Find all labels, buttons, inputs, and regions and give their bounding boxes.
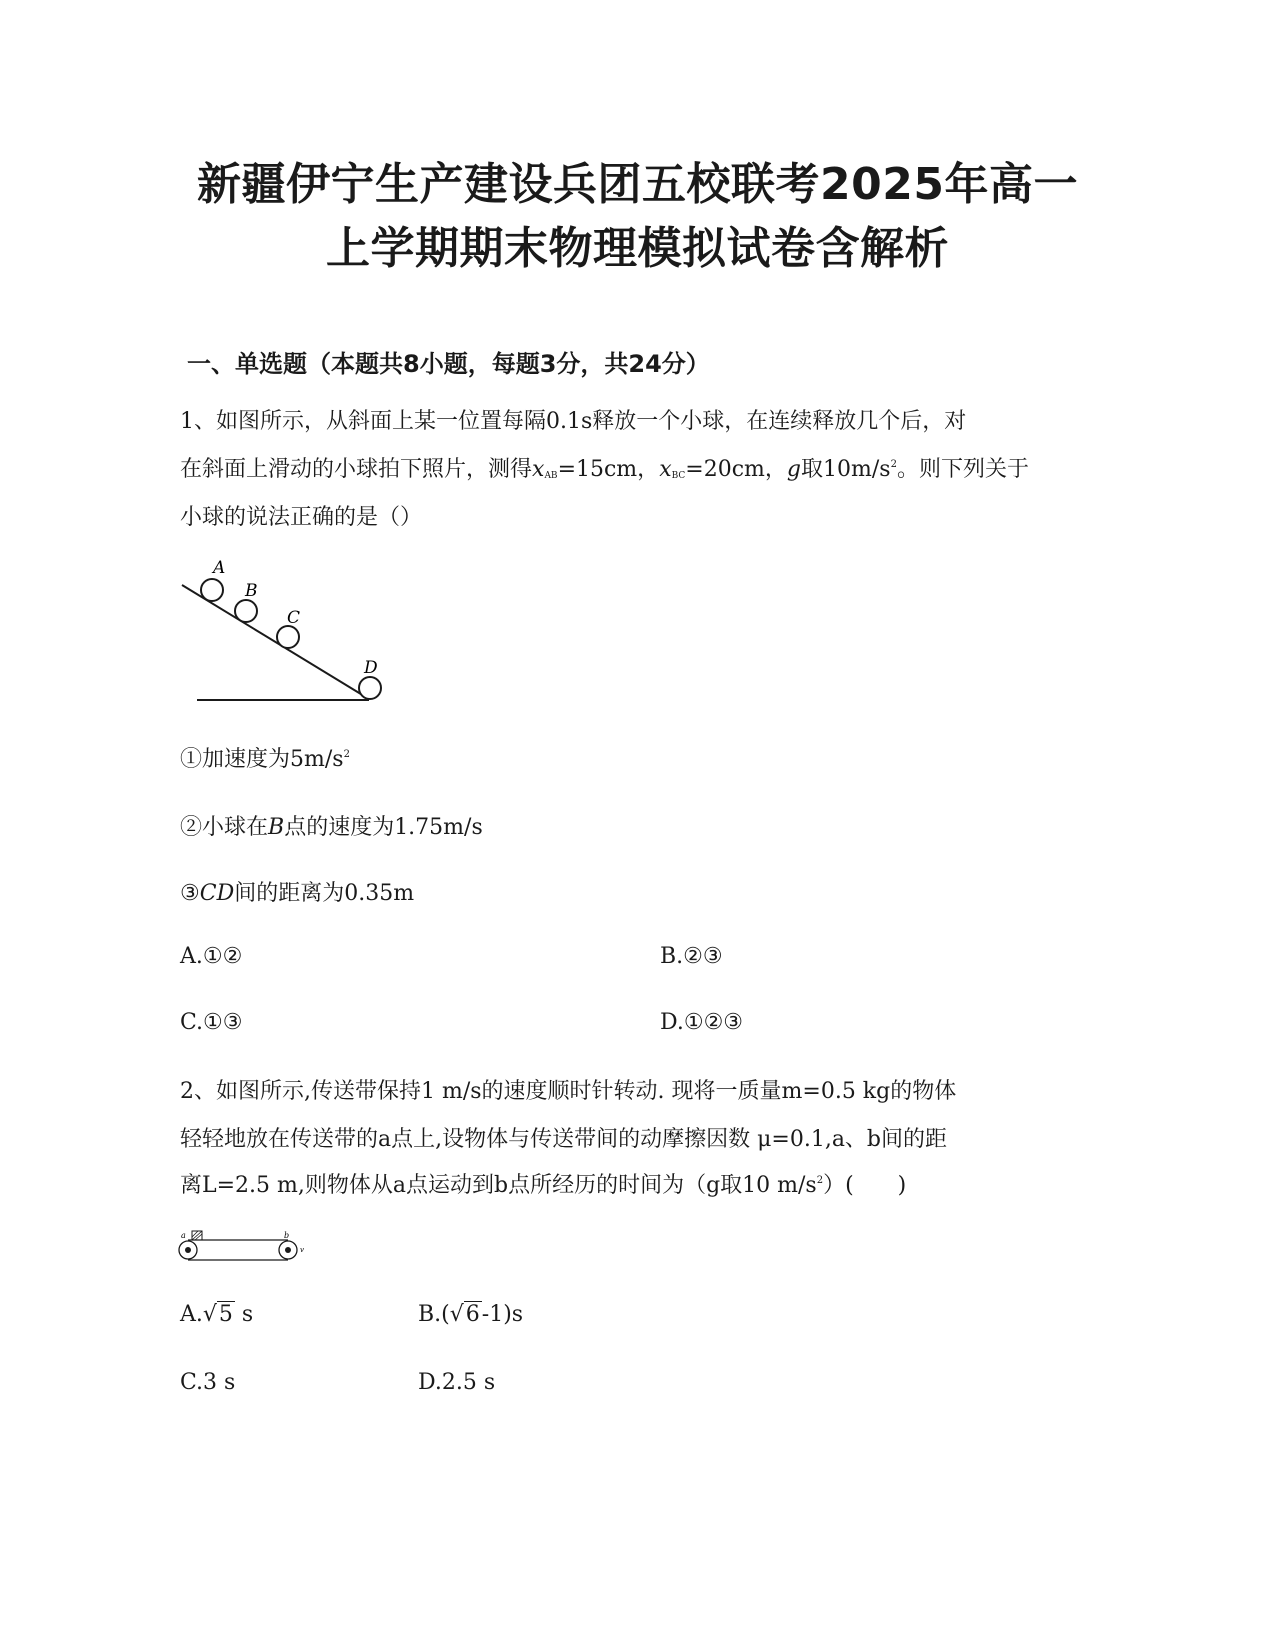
label-b-point: b bbox=[284, 1231, 290, 1240]
page-title-line-2: 上学期期末物理模拟试卷含解析 bbox=[326, 223, 949, 274]
label-a: A bbox=[213, 558, 226, 578]
q1-option-c: C.①③ bbox=[180, 1010, 243, 1035]
page-title-line-1: 新疆伊宁生产建设兵团五校联考2025年高一 bbox=[197, 159, 1078, 210]
q1-statement-2: ②小球在B点的速度为1.75m/s bbox=[180, 815, 483, 840]
sqrt-symbol: √5 bbox=[202, 1302, 233, 1327]
conveyor-figure bbox=[176, 1226, 316, 1266]
q1-option-a: A.①② bbox=[180, 944, 243, 969]
q1-statement-1: ①加速度为$5m/s^2$ bbox=[180, 747, 350, 772]
label-v: v bbox=[300, 1246, 304, 1254]
ball-a bbox=[201, 579, 223, 601]
label-a-point: a bbox=[181, 1231, 186, 1240]
q2-option-c: C.3 s bbox=[180, 1370, 236, 1395]
ball-c bbox=[277, 626, 299, 648]
q2-line-3: 离L=2.5 m,则物体从a点运动到b点所经历的时间为（g取10 $m/s^2$）( ) bbox=[180, 1173, 907, 1198]
label-d: D bbox=[364, 658, 378, 678]
q1-option-b: B.②③ bbox=[660, 944, 723, 969]
q2-option-d: D.2.5 s bbox=[418, 1370, 496, 1395]
label-c: C bbox=[287, 608, 301, 628]
label-b: B bbox=[245, 581, 258, 601]
ball-b bbox=[235, 600, 257, 622]
q1-line-1: 1、如图所示，从斜面上某一位置每隔0.1s释放一个小球，在连续释放几个后，对 bbox=[180, 409, 967, 434]
sqrt-symbol: √6 bbox=[449, 1302, 480, 1327]
q1-line-2: 在斜面上滑动的小球拍下照片，测得$x_{AB}=15cm$，$x_{BC}=20cm$，g取$10m/s^2$。则下列关于 bbox=[180, 457, 1029, 482]
q2-line-2: 轻轻地放在传送带的a点上,设物体与传送带间的动摩擦因数 μ=0.1,a、b间的距 bbox=[180, 1127, 948, 1152]
q1-statement-3: ③CD间的距离为0.35m bbox=[180, 881, 415, 906]
ball-d bbox=[359, 677, 381, 699]
q1-option-d: D.①②③ bbox=[660, 1010, 744, 1035]
incline-line bbox=[182, 585, 369, 699]
q2-option-a: A.√5 s bbox=[180, 1302, 254, 1327]
q1-line-3: 小球的说法正确的是（） bbox=[180, 505, 423, 530]
section-heading: 一、单选题（本题共8小题，每题3分，共24分） bbox=[187, 350, 710, 378]
incline-figure bbox=[175, 555, 395, 710]
q2-option-b: B.(√6-1)s bbox=[418, 1302, 524, 1327]
q2-line-1: 2、如图所示,传送带保持1 m/s的速度顺时针转动. 现将一质量m=0.5 kg的物体 bbox=[180, 1079, 957, 1104]
